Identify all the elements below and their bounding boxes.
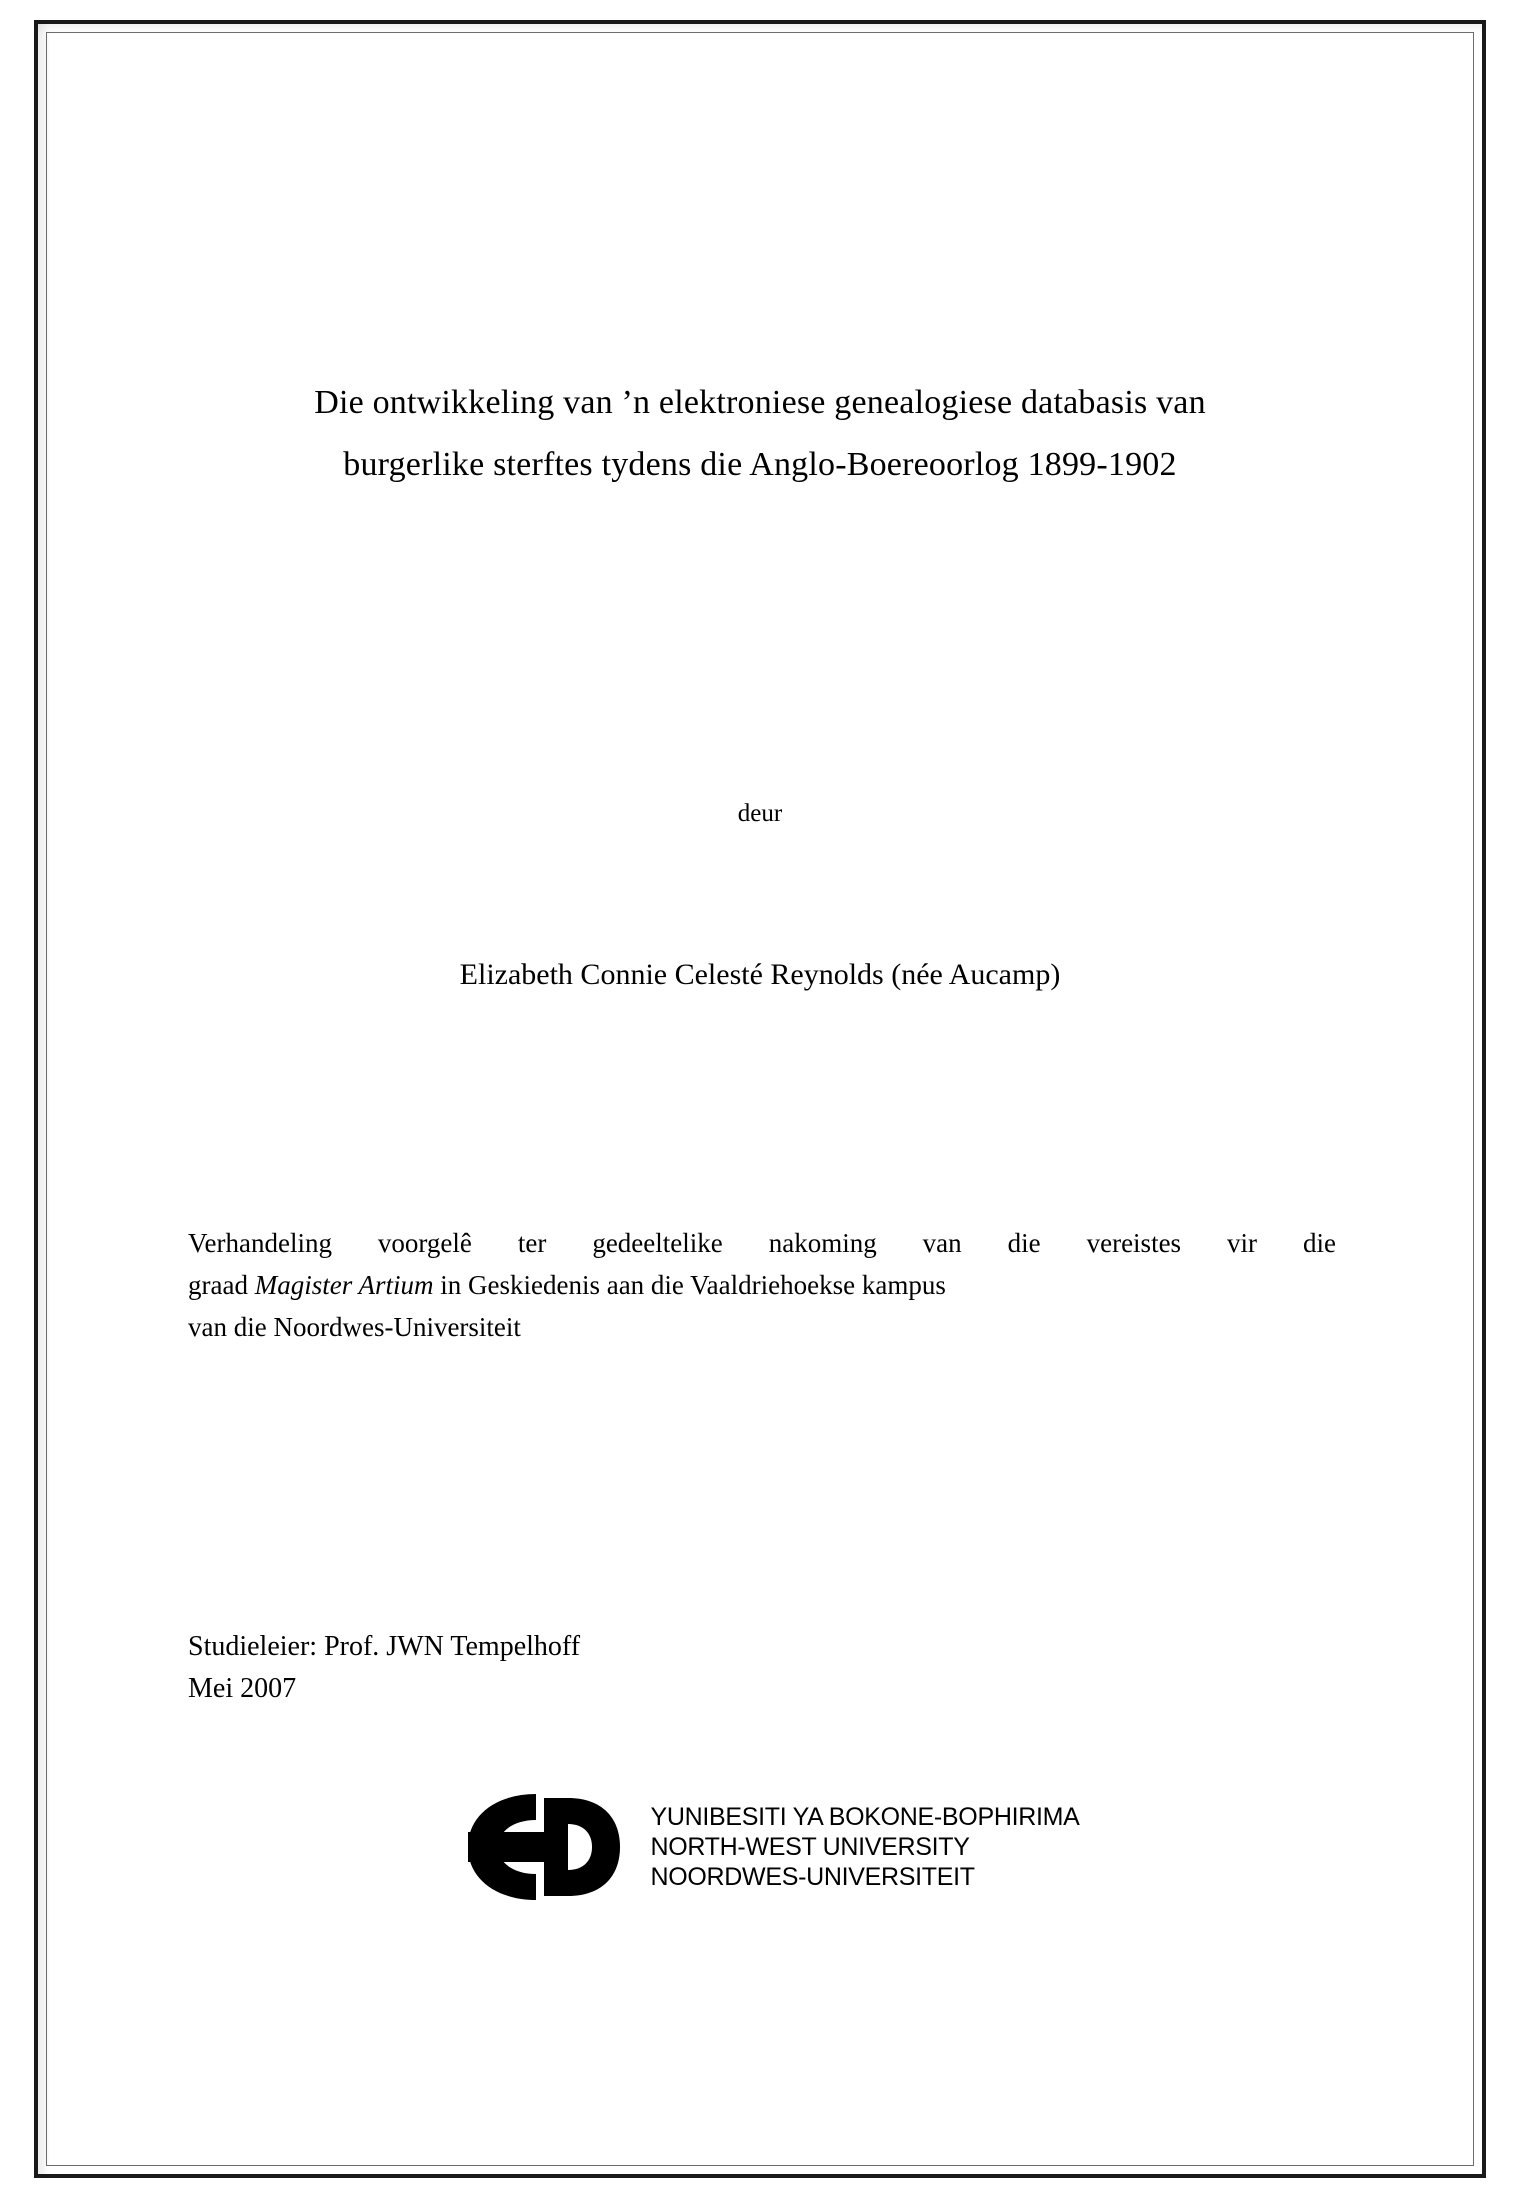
north-west-university-logo-icon	[440, 1788, 640, 1906]
byline-label: deur	[737, 800, 783, 827]
university-logo	[185, 1788, 1335, 1906]
degree-statement-line-2	[188, 1264, 1336, 1306]
date-line: Mei 2007	[188, 1673, 297, 1704]
logo-text-line-2: NORTH-WEST UNIVERSITY	[650, 1833, 970, 1861]
degree-line-2-suffix: in Geskiedenis aan die Vaaldriehoekse kampus	[433, 1270, 946, 1300]
title-line-2: burgerlike sterftes tydens die Anglo-Boereoorlog 1899-1902	[343, 446, 1177, 483]
title-page-content	[185, 0, 1335, 2206]
degree-line-2-prefix: graad	[188, 1270, 255, 1300]
supervisor-line: Studieleier: Prof. JWN Tempelhoff	[188, 1631, 581, 1662]
degree-statement	[188, 1222, 1336, 1348]
supervisor-and-date	[188, 1626, 1188, 1710]
title-line-1: Die ontwikkeling van ’n elektroniese genealogiese databasis van	[314, 384, 1206, 421]
degree-statement-line-1: Verhandeling voorgelê ter gedeeltelike nakoming van die vereistes vir die	[188, 1228, 1336, 1258]
university-logo-text	[650, 1802, 1079, 1892]
logo-text-line-3: NOORDWES-UNIVERSITEIT	[650, 1863, 975, 1891]
author-name: Elizabeth Connie Celesté Reynolds (née Aucamp)	[459, 958, 1061, 991]
logo-text-line-1: YUNIBESITI YA BOKONE-BOPHIRIMA	[650, 1803, 1080, 1831]
degree-statement-line-3: van die Noordwes-Universiteit	[188, 1312, 521, 1342]
page-title	[185, 372, 1335, 496]
degree-name-italic: Magister Artium	[254, 1270, 434, 1300]
